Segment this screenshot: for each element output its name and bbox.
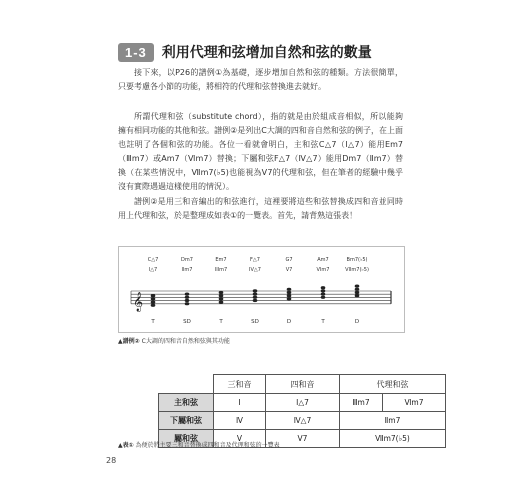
note-head: [185, 299, 190, 302]
cell-triad: Ⅰ: [214, 394, 266, 412]
chord-name: G7: [285, 257, 293, 263]
function-label: SD: [251, 319, 259, 325]
paragraph-substitute-chord: 所謂代理和弦（substitute chord），指的就是由於組成音相似，所以能夠擁有相同功能的其他和弦。譜例②是列出C大調的四和音自然和弦的例子，在上面也註明了各個和弦的功能。各位一看就會明白，主和弦C△7（I△7）能用Em7（Ⅲm7）或Am7（Ⅵm7）替換；下屬和弦F△7（Ⅳ△7）能用Dm7（Ⅱm7）替換（在某些情況中，Ⅶm7(♭5)也能視為Ⅴ7的代理和弦，但在筆者的經驗中幾乎沒有實際遇過這樣使用的情況）。: [118, 112, 403, 191]
row-label-subdominant: 下屬和弦: [159, 412, 214, 430]
cell-substitute: Ⅵm7: [383, 394, 446, 412]
note-head: [321, 293, 326, 296]
section-heading: [118, 42, 372, 62]
music-staff: [119, 247, 404, 332]
roman-numeral: IIm7: [181, 267, 193, 273]
table-caption: [118, 440, 280, 449]
table-caption-text: 為便於將主要三和音替換成四和音及代理和弦的一覽表: [135, 442, 280, 449]
note-head: [151, 304, 156, 307]
note-head: [151, 301, 156, 304]
section-title: 利用代理和弦增加自然和弦的數量: [161, 45, 372, 61]
note-head: [151, 297, 156, 300]
note-head: [219, 291, 224, 294]
row-label-dominant: 屬和弦: [159, 430, 214, 448]
note-head: [321, 296, 326, 299]
cell-seventh: Ⅳ△7: [266, 412, 340, 430]
note-head: [287, 288, 292, 291]
cell-seventh: Ⅴ7: [266, 430, 340, 448]
table-row: [159, 412, 446, 430]
table-row: [159, 394, 446, 412]
note-head: [287, 297, 292, 300]
treble-clef-icon: 𝄞: [133, 291, 144, 312]
note-head: [219, 301, 224, 304]
note-head: [185, 293, 190, 296]
table-corner: [159, 375, 214, 394]
note-head: [185, 296, 190, 299]
function-label: T: [219, 319, 223, 325]
note-head: [219, 294, 224, 297]
cell-seventh: Ⅰ△7: [266, 394, 340, 412]
note-head: [253, 289, 258, 292]
music-example-box: [118, 246, 405, 333]
note-head: [355, 288, 360, 291]
note-head: [185, 302, 190, 305]
row-label-tonic: 主和弦: [159, 394, 214, 412]
note-head: [355, 294, 360, 297]
paragraph-intro: 接下來，以P26的譜例①為基礎，逐步增加自然和弦的種類。方法很簡單，只要考慮各小節的功能，將相符的代理和弦替換進去就好。: [118, 68, 403, 91]
paragraph-table-intro: 譜例②是用三和音編出的和弦進行，這裡要將這些和弦替換成四和音並同時用上代理和弦，於是整理成如表①的一覽表。首先，請背熟這張表！: [118, 197, 403, 220]
table-caption-mark: ▲表①: [118, 442, 134, 449]
cell-substitute: Ⅲm7: [340, 394, 383, 412]
cell-triad: Ⅴ: [214, 430, 266, 448]
chord-name: Am7: [317, 257, 329, 263]
note-head: [321, 286, 326, 289]
note-head: [355, 285, 360, 288]
example-caption-mark: ▲譜例②: [118, 338, 140, 345]
note-head: [355, 291, 360, 294]
note-head: [287, 294, 292, 297]
note-head: [253, 293, 258, 296]
function-label: T: [321, 319, 325, 325]
note-head: [253, 296, 258, 299]
header-substitute: 代理和弦: [340, 375, 446, 394]
function-label: D: [286, 319, 292, 325]
header-seventh: 四和音: [266, 375, 340, 394]
note-head: [151, 294, 156, 297]
roman-numeral: IIIm7: [214, 267, 228, 273]
note-head: [287, 291, 292, 294]
roman-numeral: IV△7: [249, 267, 261, 273]
example-caption: [118, 336, 230, 345]
function-label: T: [151, 319, 155, 325]
note-head: [253, 299, 258, 302]
section-number-badge: 1-3: [118, 43, 154, 62]
chord-name: Bm7(♭5): [346, 257, 368, 263]
cell-triad: Ⅳ: [214, 412, 266, 430]
roman-numeral: I△7: [148, 267, 158, 273]
chord-name: Dm7: [181, 257, 193, 263]
function-label: D: [354, 319, 360, 325]
cell-substitute: Ⅱm7: [340, 412, 446, 430]
note-head: [219, 297, 224, 300]
roman-numeral: V7: [285, 267, 293, 273]
note-head: [321, 289, 326, 292]
page-number: 28: [106, 456, 117, 465]
roman-numeral: VIm7: [316, 267, 330, 273]
example-caption-text: C大調的四和音自然和弦與其功能: [141, 338, 230, 345]
header-triad: 三和音: [214, 375, 266, 394]
substitute-chord-table: [158, 374, 446, 448]
chord-name: Em7: [215, 257, 227, 263]
chord-name: F△7: [250, 257, 260, 263]
function-label: SD: [183, 319, 191, 325]
table-header-row: [159, 375, 446, 394]
chord-name: C△7: [147, 257, 159, 263]
cell-substitute: Ⅶm7(♭5): [340, 430, 446, 448]
roman-numeral: VIIm7(♭5): [345, 267, 369, 273]
